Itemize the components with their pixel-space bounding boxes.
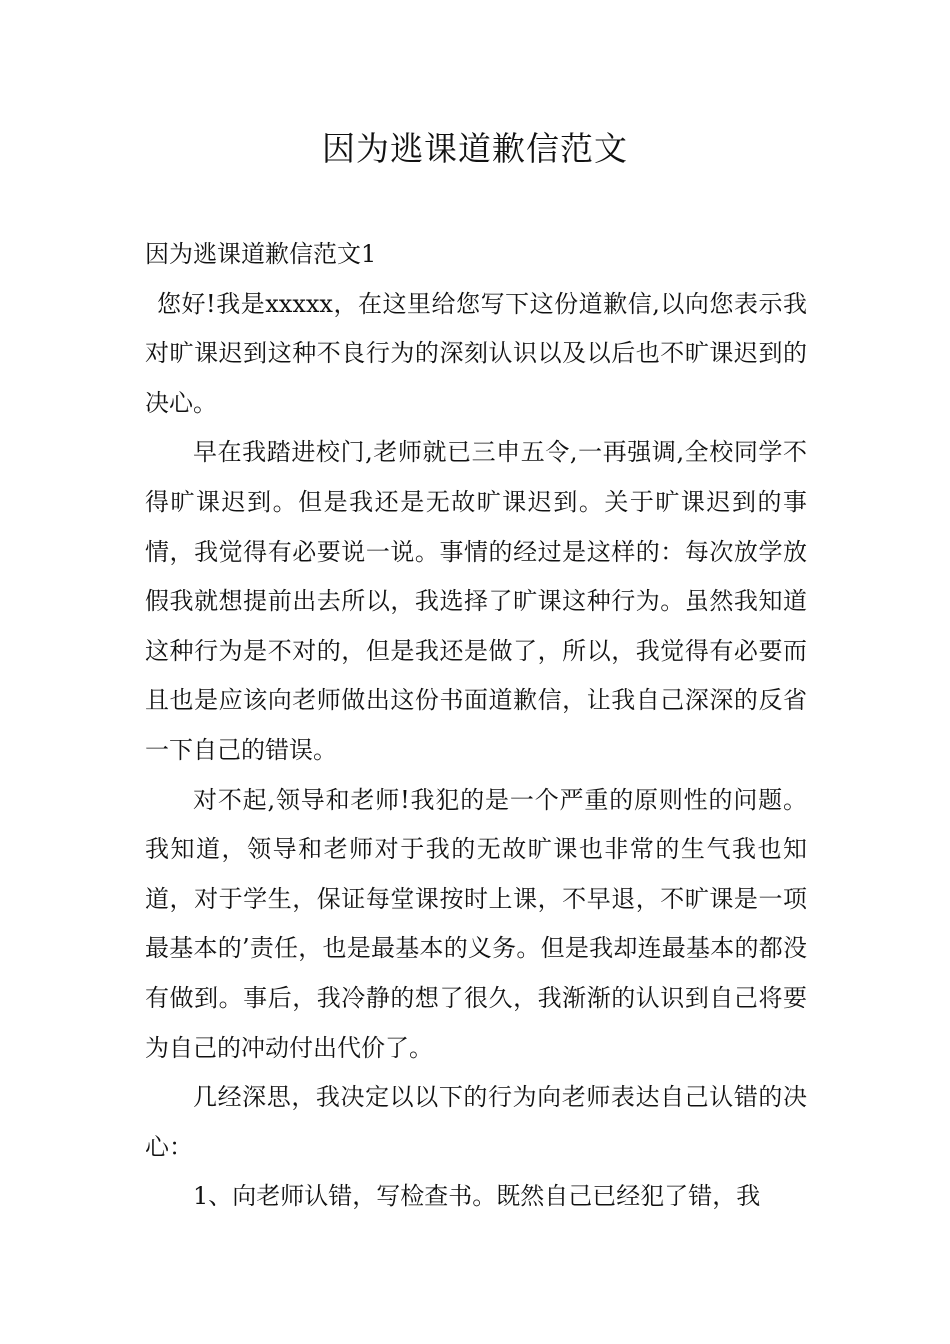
document-title: 因为逃课道歉信范文	[322, 129, 628, 168]
paragraph-background: 早在我踏进校门,老师就已三申五令,一再强调,全校同学不得旷课迟到。但是我还是无故旷课迟到。关于旷课迟到的事情，我觉得有必要说一说。事情的经过是这样的：每次放学放假我就想提前出去所以，我选择了旷课这种行为。虽然我知道这种行为是不对的，但是我还是做了，所以，我觉得有必要而且也是应该向老师做出这份书面道歉信，让我自己深深的反省一下自己的错误。	[145, 438, 807, 764]
paragraph-greeting: 您好!我是xxxxx，在这里给您写下这份道歉信,以向您表示我对旷课迟到这种不良行为的深刻认识以及以后也不旷课迟到的决心。	[145, 289, 807, 417]
paragraph-resolution: 几经深思，我决定以以下的行为向老师表达自己认错的决心：	[145, 1083, 807, 1161]
paragraph-apology: 对不起,领导和老师!我犯的是一个严重的原则性的问题。我知道，领导和老师对于我的无故旷课也非常的生气我也知道，对于学生，保证每堂课按时上课，不早退，不旷课是一项最基本的’责任，也是最基本的义务。但是我却连最基本的都没有做到。事后，我冷静的想了很久，我渐渐的认识到自己将要为自己的冲动付出代价了。	[145, 785, 807, 1062]
paragraph-item-1: 1、向老师认错，写检查书。既然自己已经犯了错，我	[193, 1182, 761, 1211]
section-heading: 因为逃课道歉信范文1	[145, 240, 377, 268]
document-body	[145, 230, 807, 1222]
